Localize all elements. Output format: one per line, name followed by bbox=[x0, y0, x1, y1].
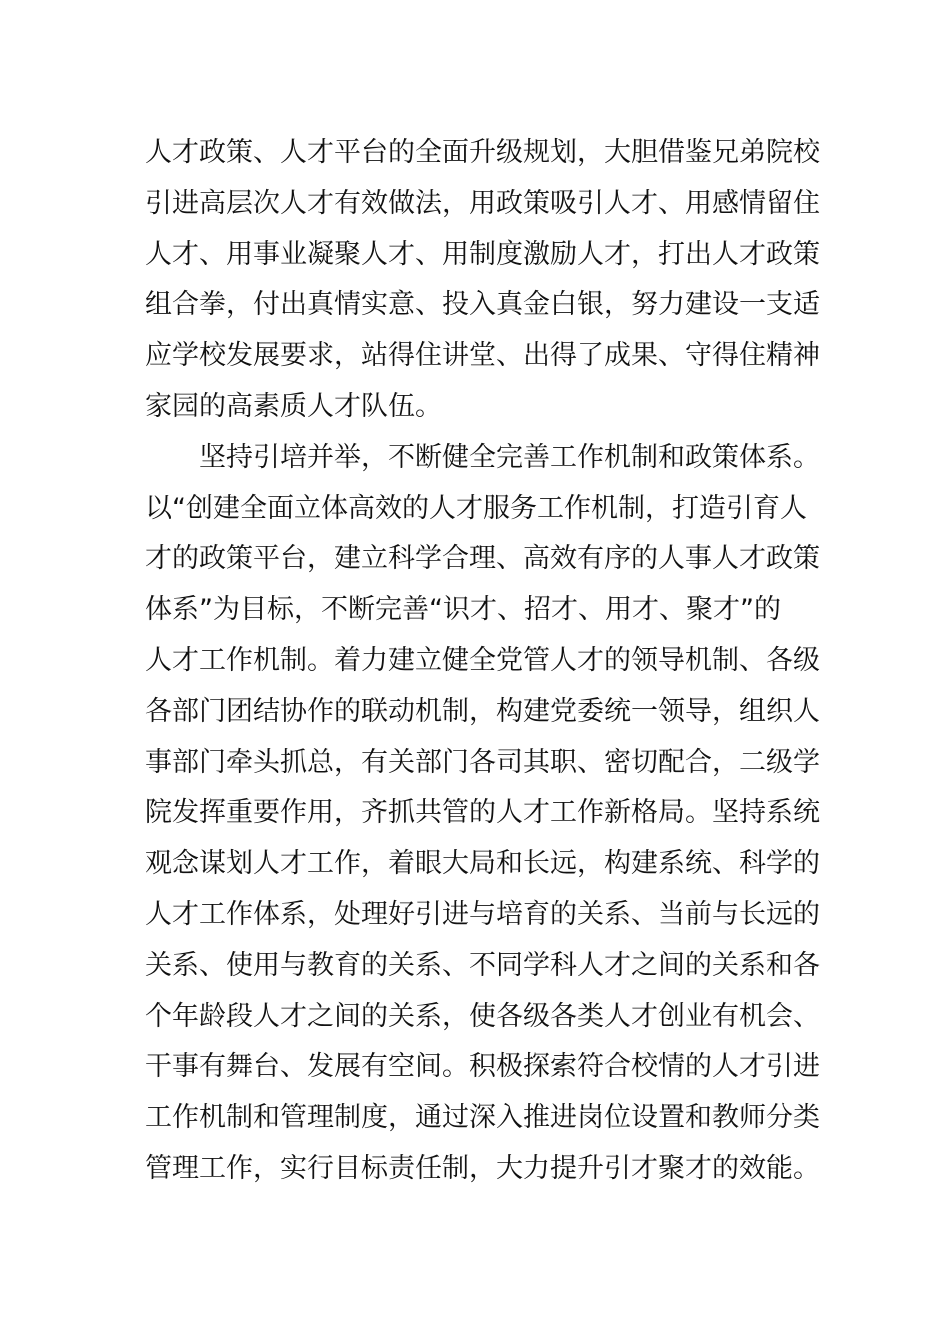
text-line: 人才工作机制。着力建立健全党管人才的领导机制、各级 bbox=[145, 644, 820, 676]
text-line: 人才工作体系，处理好引进与培育的关系、当前与长远的 bbox=[145, 898, 820, 930]
text-line: 应学校发展要求，站得住讲堂、出得了成果、守得住精神 bbox=[145, 340, 820, 372]
text-line: 关系、使用与教育的关系、不同学科人才之间的关系和各 bbox=[145, 949, 820, 981]
text-line: 观念谋划人才工作，着眼大局和长远，构建系统、科学的 bbox=[145, 848, 820, 880]
text-line: 各部门团结协作的联动机制，构建党委统一领导，组织人 bbox=[145, 695, 820, 727]
text-line: 管理工作，实行目标责任制，大力提升引才聚才的效能。 bbox=[145, 1152, 820, 1184]
text-line: 家园的高素质人才队伍。 bbox=[145, 390, 442, 422]
text-line: 院发挥重要作用，齐抓共管的人才工作新格局。坚持系统 bbox=[145, 797, 820, 829]
text-line: 人才、用事业凝聚人才、用制度激励人才，打出人才政策 bbox=[145, 238, 820, 270]
text-line: 才的政策平台，建立科学合理、高效有序的人事人才政策 bbox=[145, 543, 820, 575]
text-line: 体系”为目标，不断完善“识才、招才、用才、聚才”的 bbox=[145, 594, 781, 626]
text-line: 引进高层次人才有效做法，用政策吸引人才、用感情留住 bbox=[145, 187, 820, 219]
paragraph-1 bbox=[145, 128, 820, 433]
text-line: 个年龄段人才之间的关系，使各级各类人才创业有机会、 bbox=[145, 1000, 820, 1032]
text-line: 人才政策、人才平台的全面升级规划，大胆借鉴兄弟院校 bbox=[145, 137, 820, 168]
paragraph-2 bbox=[145, 433, 820, 1195]
text-line: 组合拳，付出真情实意、投入真金白银，努力建设一支适 bbox=[145, 289, 820, 321]
text-line: 以“创建全面立体高效的人才服务工作机制，打造引育人 bbox=[145, 492, 807, 524]
document-body bbox=[145, 128, 820, 1195]
text-line: 坚持引培并举，不断健全完善工作机制和政策体系。 bbox=[145, 441, 820, 473]
text-line: 事部门牵头抓总，有关部门各司其职、密切配合，二级学 bbox=[145, 746, 820, 778]
text-line: 工作机制和管理制度，通过深入推进岗位设置和教师分类 bbox=[145, 1102, 820, 1134]
text-line: 干事有舞台、发展有空间。积极探索符合校情的人才引进 bbox=[145, 1051, 820, 1083]
